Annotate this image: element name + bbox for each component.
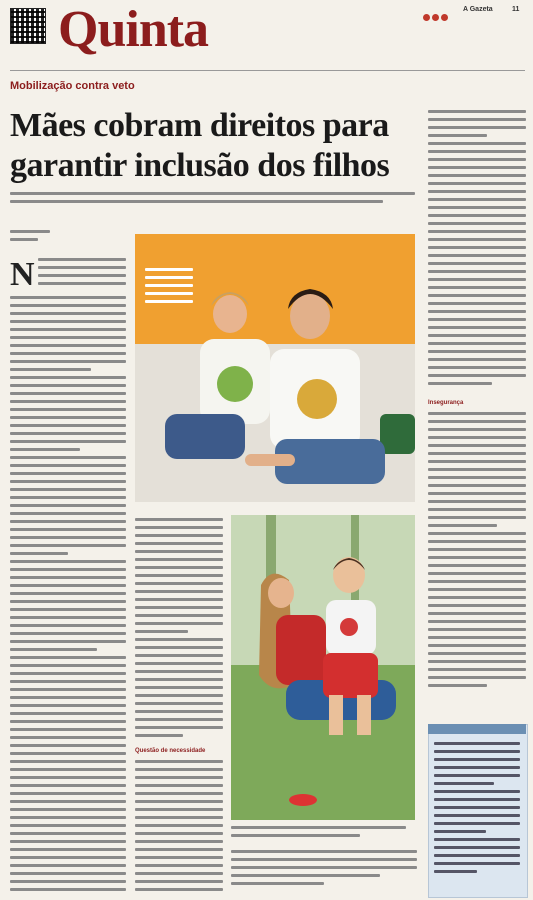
section-masthead: Quinta: [58, 1, 209, 58]
body-column-2-lower: [135, 760, 223, 896]
article-headline: Mães cobram direitos para garantir inclusão dos filhos: [10, 107, 390, 184]
body-column-4-lower: [428, 412, 526, 712]
photo-mother-and-toddler: [231, 515, 415, 820]
article-byline: [10, 230, 50, 246]
body-column-1-top: [38, 258, 126, 294]
subsection-heading-1: Questão de necessidade: [135, 748, 206, 754]
body-column-2: [135, 518, 223, 744]
drop-cap: N: [10, 256, 35, 293]
body-column-3-bottom: [231, 850, 417, 896]
page-number: 11: [512, 6, 520, 13]
body-column-4: [428, 110, 526, 400]
photo-1-overlay-caption: [145, 268, 193, 308]
qr-code-icon: [10, 8, 46, 44]
header-rule: [10, 70, 525, 71]
paper-name: A Gazeta: [463, 6, 493, 13]
article-subheadline: [10, 192, 415, 208]
sidebar-box-body: [434, 742, 520, 890]
sidebar-box-title: [428, 724, 526, 734]
section-dots-icon: [423, 8, 450, 26]
photo-2-caption: [231, 826, 415, 842]
subsection-heading-2: Insegurança: [428, 400, 464, 406]
body-column-1: [10, 296, 126, 896]
article-kicker: Mobilização contra veto: [10, 80, 135, 92]
